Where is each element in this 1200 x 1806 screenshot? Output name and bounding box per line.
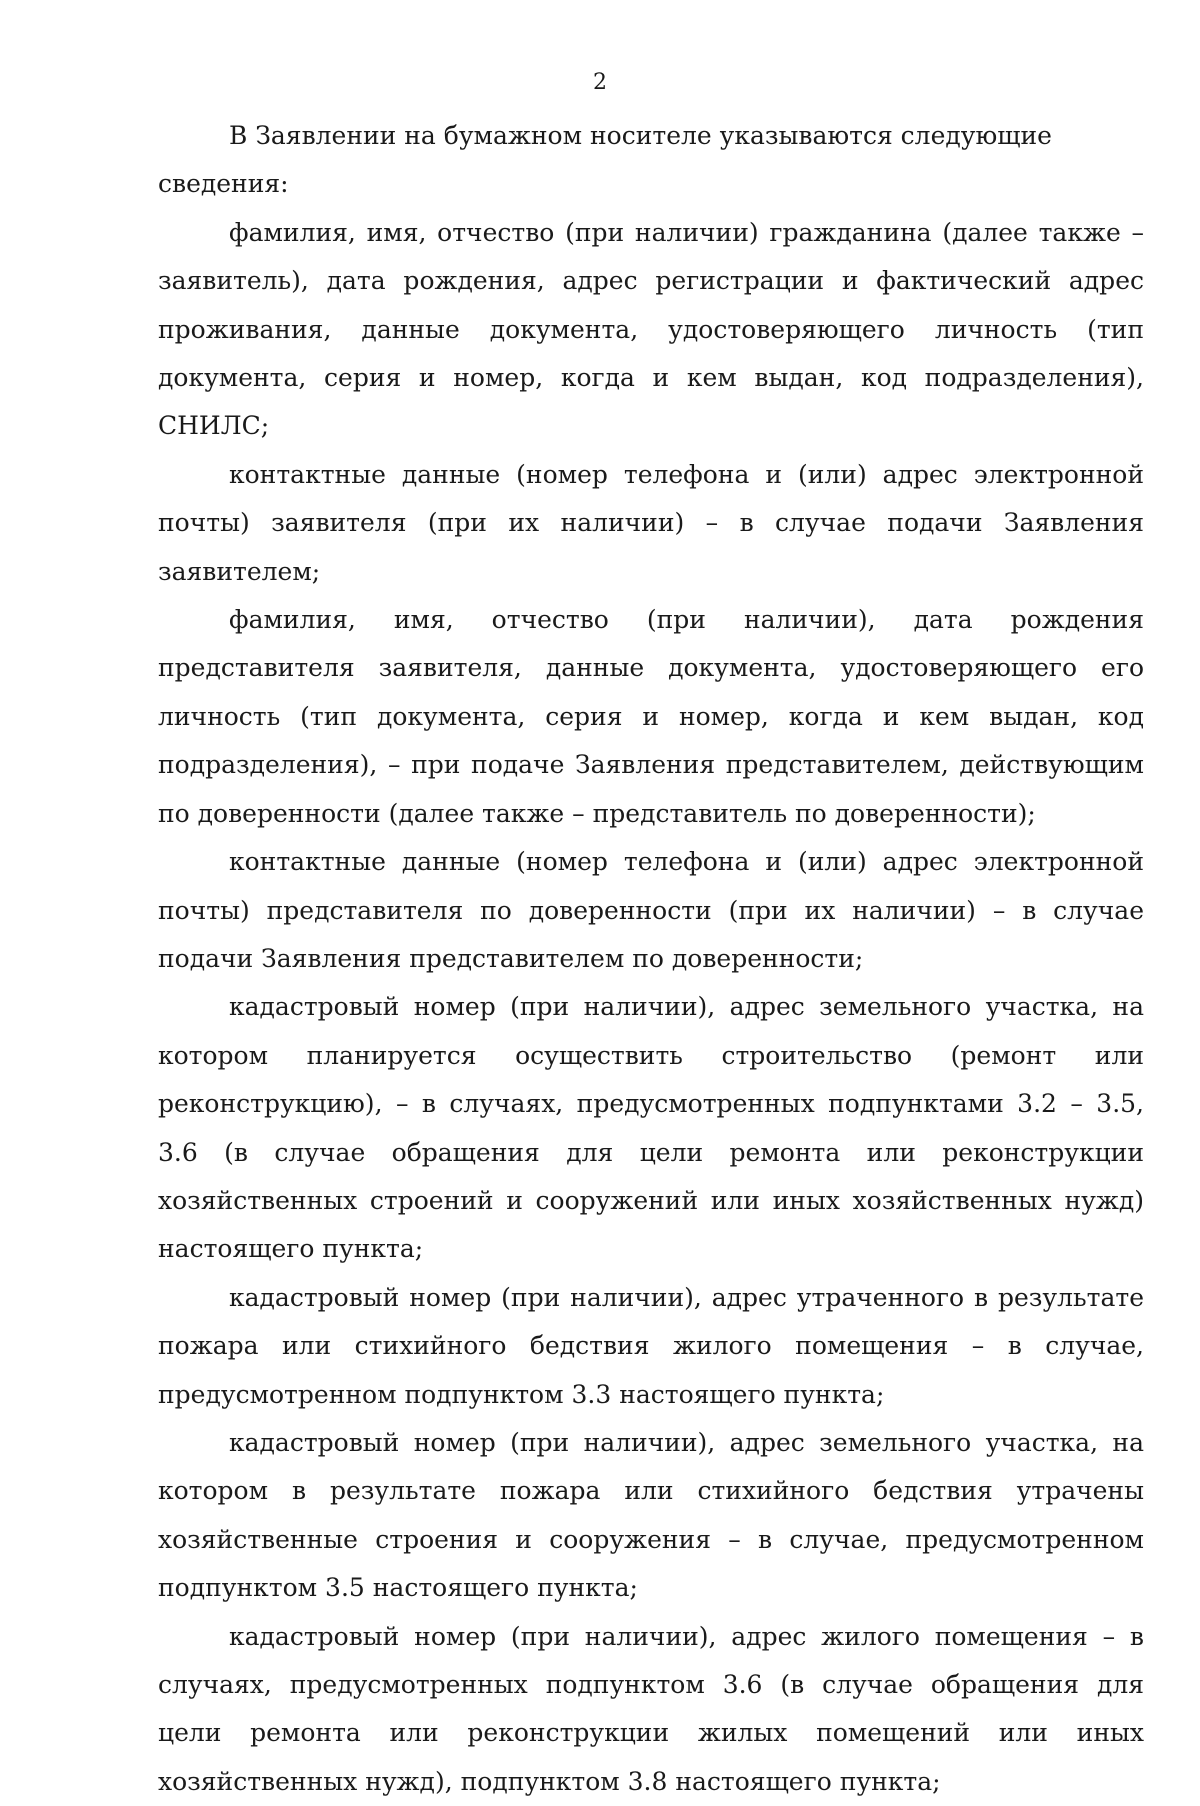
paragraph-representative-contacts: контактные данные (номер телефона и (или) адрес электронной почты) представителя по доверенности (при их наличии) – в случае подачи Заявления представителем по доверенности; — [158, 847, 1144, 973]
paragraph-intro: В Заявлении на бумажном носителе указываются следующие сведения: — [158, 121, 1052, 199]
paragraph-applicant-identity: фамилия, имя, отчество (при наличии) гражданина (далее также – заявитель), дата рождения, адрес регистрации и фактический адрес проживания, данные документа, удостоверяющего личность (тип документа, серия и номер, когда и кем выдан, код подразделения), СНИЛС; — [158, 217, 1144, 441]
paragraph-land-plot-construction: кадастровый номер (при наличии), адрес земельного участка, на котором планируется осуществить строительство (ремонт или реконструкцию), – в случаях, предусмотренных подпунктами 3.2 – 3.5, 3.6 (в случае обращения для цели ремонта или реконструкции хозяйственных строений и сооружений или иных хозяйственных нужд) настоящего пункта; — [158, 992, 1144, 1264]
paragraph-representative-identity: фамилия, имя, отчество (при наличии), дата рождения представителя заявителя, данные документа, удостоверяющего его личность (тип документа, серия и номер, когда и кем выдан, код подразделения), – при подаче Заявления представителем, действующим по доверенности (далее также – представитель по доверенности); — [158, 605, 1144, 828]
document-body — [158, 112, 1144, 1806]
paragraph-applicant-contacts: контактные данные (номер телефона и (или) адрес электронной почты) заявителя (при их наличии) – в случае подачи Заявления заявителем; — [158, 459, 1144, 586]
paragraph-lost-outbuildings: кадастровый номер (при наличии), адрес земельного участка, на котором в результате пожара или стихийного бедствия утрачены хозяйственные строения и сооружения – в случае, предусмотренном подпунктом 3.5 настоящего пункта; — [158, 1427, 1144, 1603]
page-number: 2 — [593, 70, 607, 95]
paragraph-dwelling-repair: кадастровый номер (при наличии), адрес жилого помещения – в случаях, предусмотренных подпунктом 3.6 (в случае обращения для цели ремонта или реконструкции жилых помещений или иных хозяйственных нужд), подпунктом 3.8 настоящего пункта; — [158, 1621, 1144, 1796]
paragraph-lost-dwelling: кадастровый номер (при наличии), адрес утраченного в результате пожара или стихийного бедствия жилого помещения – в случае, предусмотренном подпунктом 3.3 настоящего пункта; — [158, 1282, 1144, 1409]
